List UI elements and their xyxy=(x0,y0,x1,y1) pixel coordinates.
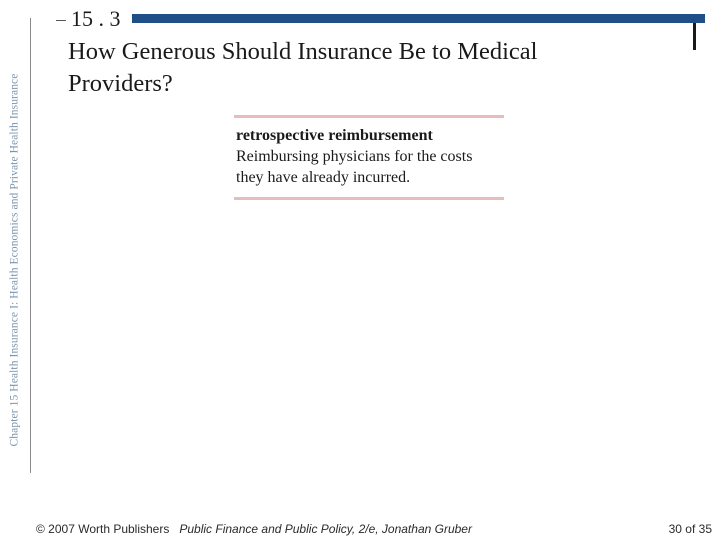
slide-title-line-1: How Generous Should Insurance Be to Medical xyxy=(68,38,538,65)
definition-term: retrospective reimbursement xyxy=(236,127,433,144)
definition-text-line-1: Reimbursing physicians for the costs xyxy=(236,148,473,165)
footer xyxy=(36,522,472,536)
header-accent-bar xyxy=(132,14,705,23)
definition-box xyxy=(234,115,504,200)
definition-top-rule xyxy=(234,115,504,118)
chapter-sidebar xyxy=(4,12,24,508)
footer-book-title: Public Finance and Public Policy, 2/e, Jonathan Gruber xyxy=(179,522,472,536)
page-number: 30 of 35 xyxy=(668,522,712,536)
footer-copyright: © 2007 Worth Publishers xyxy=(36,522,170,536)
header-rule-left xyxy=(56,20,66,21)
definition-text-line-2: they have already incurred. xyxy=(236,169,411,186)
chapter-label: Chapter 15 Health Insurance I: Health Economics and Private Health Insurance xyxy=(8,73,21,447)
sidebar-divider xyxy=(30,18,31,473)
definition-bottom-rule xyxy=(234,197,504,200)
section-number: 15 . 3 xyxy=(68,6,125,32)
slide-title xyxy=(68,36,668,100)
header-accent-tick xyxy=(693,23,696,50)
definition-text xyxy=(234,146,504,188)
slide-title-line-2: Providers? xyxy=(68,70,173,97)
